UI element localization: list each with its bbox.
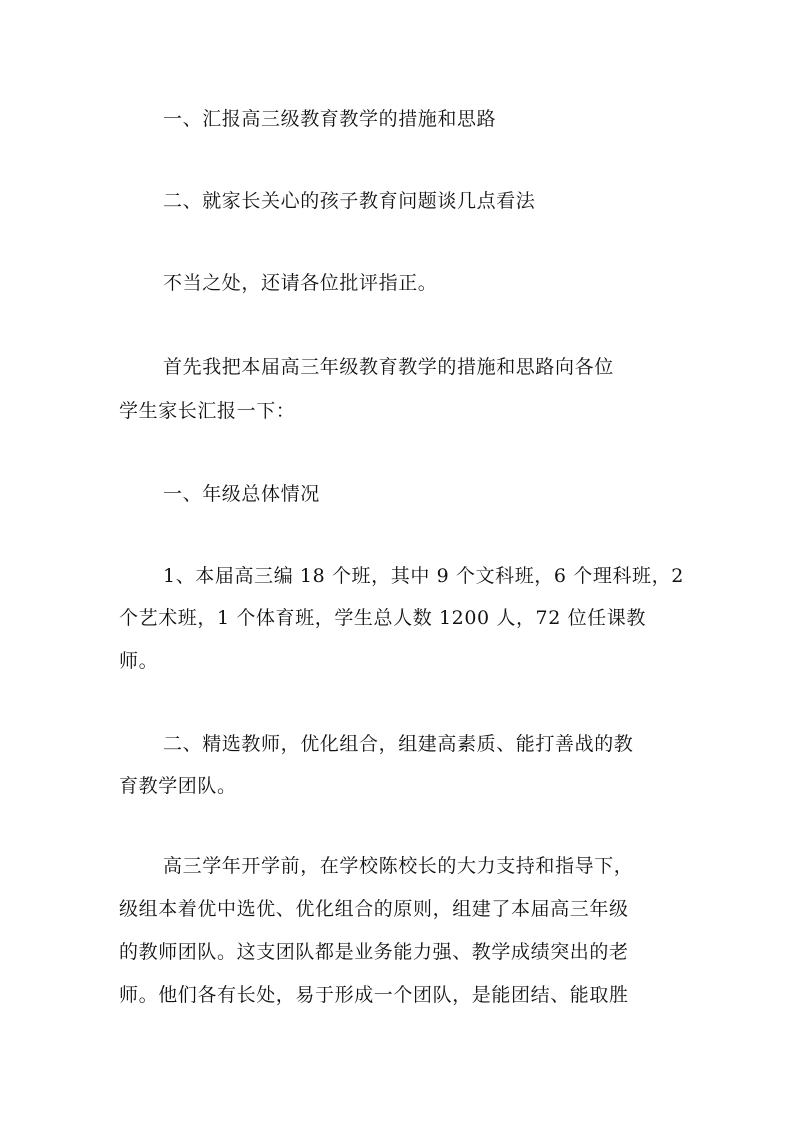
text-line: 师。 — [119, 650, 159, 672]
text-line: 一、年级总体情况 — [163, 483, 320, 505]
text-line: 育教学团队。 — [119, 775, 237, 797]
text-line: 学生家长汇报一下： — [119, 400, 296, 422]
text-line: 二、就家长关心的孩子教育问题谈几点看法 — [163, 190, 536, 212]
text-line: 1、本届高三编 18 个班，其中 9 个文科班，6 个理科班，2 — [163, 565, 684, 587]
text-line: 二、精选教师，优化组合，组建高素质、能打善战的教 — [163, 733, 634, 755]
text-line: 一、汇报高三级教育教学的措施和思路 — [163, 108, 497, 130]
text-line: 不当之处，还请各位批评指正。 — [163, 272, 438, 294]
text-line: 高三学年开学前，在学校陈校长的大力支持和指导下， — [163, 855, 634, 877]
text-line: 首先我把本届高三年级教育教学的措施和思路向各位 — [163, 356, 614, 378]
text-line: 级组本着优中选优、优化组合的原则，组建了本届高三年级 — [119, 898, 629, 920]
text-line: 的教师团队。这支团队都是业务能力强、教学成绩突出的老 — [119, 941, 629, 963]
text-line: 个艺术班，1 个体育班，学生总人数 1200 人，72 位任课教 — [119, 607, 646, 629]
text-line: 师。他们各有长处，易于形成一个团队，是能团结、能取胜 — [119, 984, 629, 1006]
